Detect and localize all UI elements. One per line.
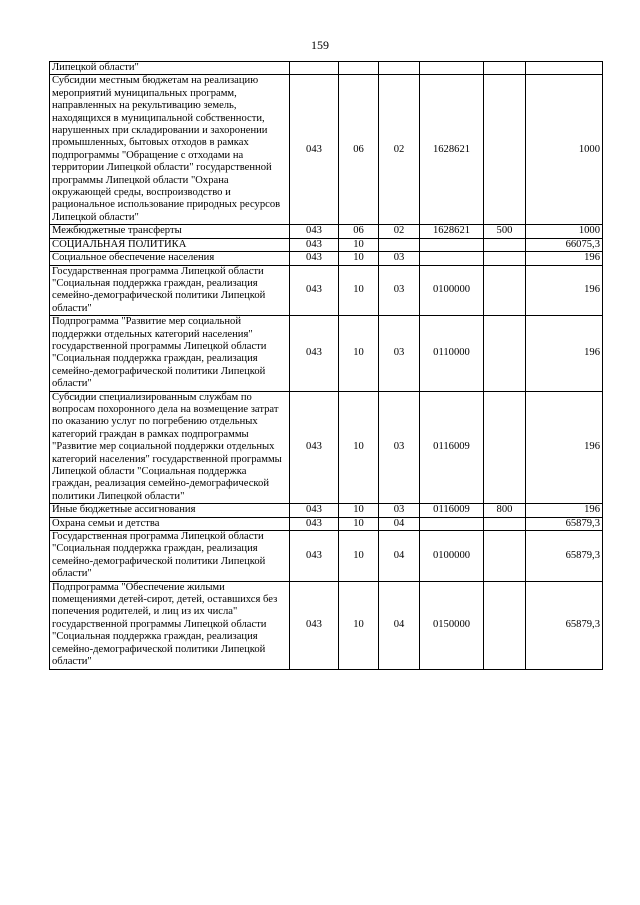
cell-amount: 65879,3	[526, 531, 603, 582]
cell-ministry: 043	[290, 316, 339, 391]
table-row	[50, 504, 603, 517]
cell-subsection: 03	[379, 316, 420, 391]
cell-section: 10	[339, 391, 379, 504]
cell-subsection: 03	[379, 252, 420, 265]
cell-subsection: 03	[379, 391, 420, 504]
cell-subsection: 03	[379, 504, 420, 517]
cell-amount: 1000	[526, 225, 603, 238]
cell-target-article: 0150000	[420, 581, 484, 669]
cell-target-article: 0116009	[420, 391, 484, 504]
cell-amount: 196	[526, 316, 603, 391]
cell-expense-type	[484, 265, 526, 316]
cell-ministry: 043	[290, 391, 339, 504]
cell-section: 10	[339, 238, 379, 251]
cell-target-article: 1628621	[420, 75, 484, 225]
table-row	[50, 391, 603, 504]
table-row	[50, 517, 603, 530]
cell-section: 06	[339, 225, 379, 238]
cell-amount: 196	[526, 391, 603, 504]
cell-expense-type: 500	[484, 225, 526, 238]
cell-subsection: 03	[379, 265, 420, 316]
budget-table	[49, 61, 603, 670]
cell-name: Социальное обеспечение населения	[50, 252, 290, 265]
cell-target-article: 0100000	[420, 265, 484, 316]
cell-expense-type	[484, 62, 526, 75]
cell-name: Подпрограмма "Развитие мер социальной поддержки отдельных категорий населения" государственной программы Липецкой области "Социальная поддержка граждан, реализация семейно-демографической политики Липецкой области"	[50, 316, 290, 391]
table-row	[50, 225, 603, 238]
cell-subsection: 04	[379, 517, 420, 530]
cell-ministry: 043	[290, 581, 339, 669]
cell-ministry: 043	[290, 517, 339, 530]
table-row	[50, 238, 603, 251]
cell-expense-type	[484, 252, 526, 265]
cell-ministry: 043	[290, 531, 339, 582]
cell-ministry: 043	[290, 238, 339, 251]
table-row	[50, 62, 603, 75]
table-row	[50, 316, 603, 391]
cell-expense-type: 800	[484, 504, 526, 517]
table-row	[50, 75, 603, 225]
cell-target-article	[420, 62, 484, 75]
cell-amount	[526, 62, 603, 75]
cell-name: Иные бюджетные ассигнования	[50, 504, 290, 517]
cell-ministry: 043	[290, 265, 339, 316]
cell-expense-type	[484, 238, 526, 251]
cell-expense-type	[484, 391, 526, 504]
cell-ministry: 043	[290, 225, 339, 238]
cell-subsection: 02	[379, 75, 420, 225]
cell-target-article	[420, 252, 484, 265]
cell-subsection: 02	[379, 225, 420, 238]
cell-expense-type	[484, 517, 526, 530]
cell-section: 10	[339, 504, 379, 517]
cell-section: 10	[339, 252, 379, 265]
table-row	[50, 252, 603, 265]
cell-name: Подпрограмма "Обеспечение жилыми помещениями детей-сирот, детей, оставшихся без попечения родителей, и лиц из их числа" государственной программы Липецкой области "Социальная поддержка граждан, реализация семейно-демографической политики Липецкой области"	[50, 581, 290, 669]
cell-ministry	[290, 62, 339, 75]
cell-amount: 1000	[526, 75, 603, 225]
page-number: 159	[311, 38, 329, 52]
cell-section: 10	[339, 531, 379, 582]
cell-amount: 196	[526, 252, 603, 265]
cell-section: 10	[339, 316, 379, 391]
table-body	[50, 62, 603, 670]
cell-target-article	[420, 517, 484, 530]
cell-subsection	[379, 238, 420, 251]
cell-subsection	[379, 62, 420, 75]
cell-ministry: 043	[290, 252, 339, 265]
cell-subsection: 04	[379, 531, 420, 582]
cell-name: СОЦИАЛЬНАЯ ПОЛИТИКА	[50, 238, 290, 251]
cell-expense-type	[484, 581, 526, 669]
cell-name: Государственная программа Липецкой области "Социальная поддержка граждан, реализация семейно-демографической политики Липецкой области"	[50, 265, 290, 316]
cell-expense-type	[484, 531, 526, 582]
cell-expense-type	[484, 75, 526, 225]
cell-amount: 65879,3	[526, 581, 603, 669]
cell-target-article: 0110000	[420, 316, 484, 391]
table-row	[50, 581, 603, 669]
cell-ministry: 043	[290, 75, 339, 225]
table-row	[50, 531, 603, 582]
cell-amount: 196	[526, 265, 603, 316]
cell-name: Субсидии специализированным службам по вопросам похоронного дела на возмещение затрат по оказанию услуг по погребению отдельных категорий граждан в рамках подпрограммы "Развитие мер социальной поддержки отдельных категорий населения" государственной программы Липецкой области "Социальная поддержка граждан, реализация семейно-демографической политики Липецкой области"	[50, 391, 290, 504]
cell-expense-type	[484, 316, 526, 391]
cell-section: 10	[339, 265, 379, 316]
cell-name: Межбюджетные трансферты	[50, 225, 290, 238]
cell-target-article: 1628621	[420, 225, 484, 238]
cell-name: Липецкой области"	[50, 62, 290, 75]
table-row	[50, 265, 603, 316]
cell-amount: 65879,3	[526, 517, 603, 530]
cell-name: Охрана семьи и детства	[50, 517, 290, 530]
cell-section: 10	[339, 581, 379, 669]
cell-section: 10	[339, 517, 379, 530]
cell-target-article: 0116009	[420, 504, 484, 517]
cell-target-article: 0100000	[420, 531, 484, 582]
cell-name: Субсидии местным бюджетам на реализацию мероприятий муниципальных программ, направленных на рекультивацию земель, находящихся в муниципальной собственности, нарушенных при складировании и захоронении промышленных, бытовых отходов в рамках подпрограммы "Обращение с отходами на территории Липецкой области" государственной программы Липецкой области "Охрана окружающей среды, воспроизводство и рациональное использование природных ресурсов Липецкой области"	[50, 75, 290, 225]
cell-name: Государственная программа Липецкой области "Социальная поддержка граждан, реализация семейно-демографической политики Липецкой области"	[50, 531, 290, 582]
cell-ministry: 043	[290, 504, 339, 517]
cell-amount: 66075,3	[526, 238, 603, 251]
cell-section	[339, 62, 379, 75]
cell-amount: 196	[526, 504, 603, 517]
cell-subsection: 04	[379, 581, 420, 669]
cell-section: 06	[339, 75, 379, 225]
cell-target-article	[420, 238, 484, 251]
